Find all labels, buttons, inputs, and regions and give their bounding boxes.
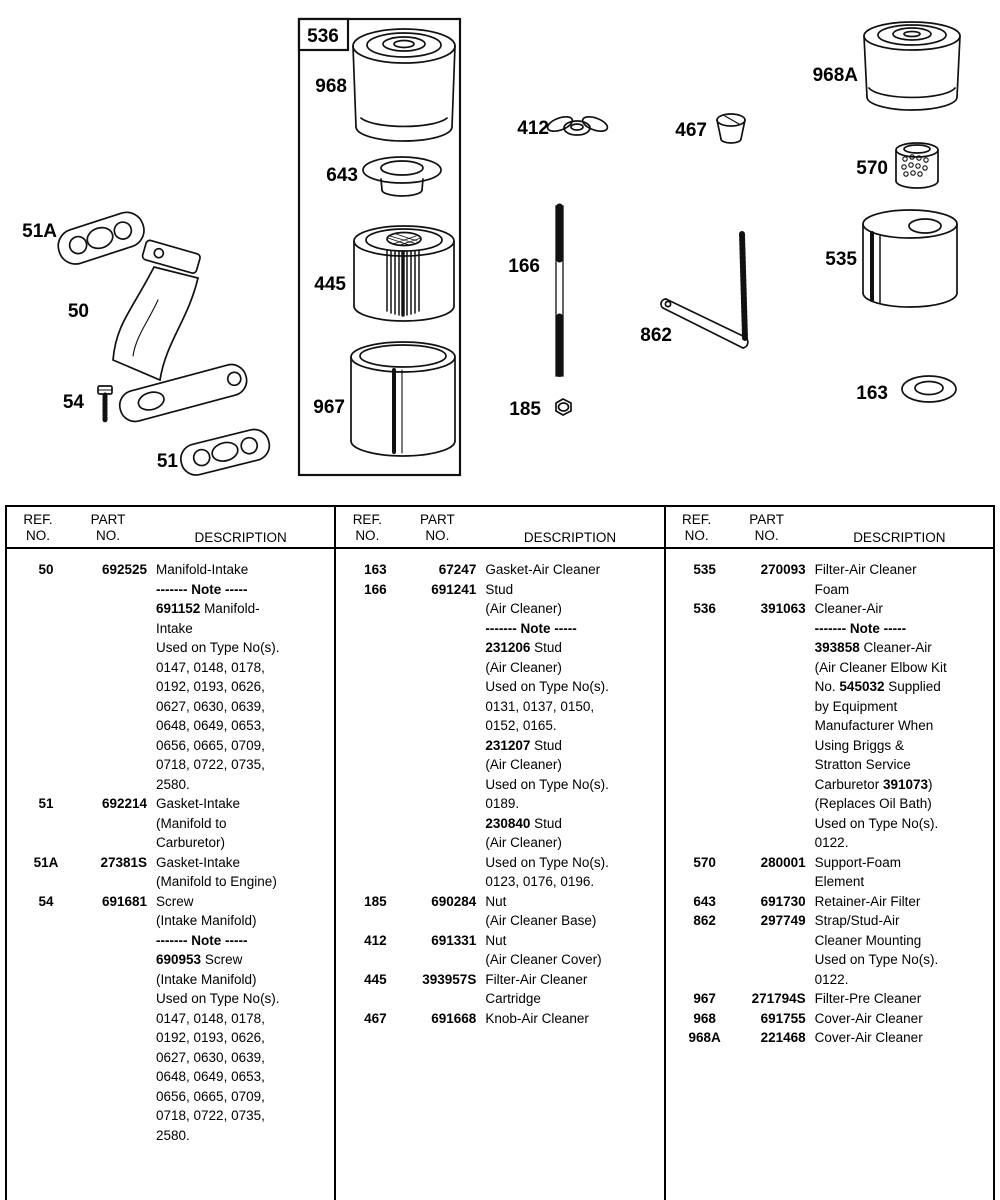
- table-row: [336, 931, 663, 970]
- part-467-knob: [717, 114, 745, 143]
- ref-no: 412: [364, 932, 387, 948]
- description: Screw (Intake Manifold) ------- Note ----- 690953 Screw (Intake Manifold) Used on Type No(s). 0147, 0148, 0178, 0192, 0193, 0626, 0627, 0630, 0639, 0648, 0649, 0653, 0656, 0665, 0709, 0718, 0722, 0735, 2580.: [156, 893, 280, 1143]
- column-body: [7, 549, 334, 1200]
- part-label-570: 570: [856, 158, 888, 179]
- description: Gasket-Air Cleaner: [485, 562, 601, 577]
- part-50-intake-manifold: [113, 239, 250, 424]
- part-no: 221468: [760, 1030, 806, 1045]
- ref-no: 967: [693, 991, 716, 1006]
- part-no: 297749: [760, 913, 806, 928]
- description-header: DESCRIPTION: [523, 530, 617, 545]
- ref-no-header: REF. NO.: [23, 512, 53, 543]
- part-label-467: 467: [675, 120, 707, 141]
- description: Manifold-Intake ------- Note ----- 691152 Manifold- Intake Used on Type No(s). 0147, 0148, 0178, 0192, 0193, 0626, 0627, 0630, 0639, 0648, 0649, 0653, 0656, 0665, 0709, 0718, 0722, 0735, 2580.: [156, 562, 280, 792]
- part-label-968A: 968A: [812, 65, 858, 86]
- part-862-strap-stud: [661, 234, 748, 348]
- part-no-header: PART NO.: [749, 512, 785, 543]
- part-no: 691681: [101, 893, 147, 909]
- part-no: 391063: [760, 601, 806, 616]
- table-row: [336, 970, 663, 1009]
- column-header: [336, 507, 663, 549]
- table-row: [336, 1009, 663, 1029]
- part-163-gasket: [902, 376, 956, 402]
- description: Stud (Air Cleaner) ------- Note ----- 231206 Stud (Air Cleaner) Used on Type No(s). 0131, 0137, 0150, 0152, 0165. 231207 Stud (Air Cleaner) Used on Type No(s). 0189. 230840 Stud (Air Cleaner) Used on Type No(s). 0123, 0176, 0196.: [485, 581, 609, 889]
- parts-column-2: [334, 507, 663, 1200]
- part-no: 691755: [760, 1010, 806, 1026]
- description: Gasket-Intake (Manifold to Engine): [156, 854, 277, 889]
- table-row: [336, 580, 663, 892]
- ref-no: 643: [693, 893, 716, 909]
- description: Filter-Air Cleaner Cartridge: [485, 971, 588, 1006]
- table-row: [7, 853, 334, 892]
- part-51-gasket: [178, 426, 273, 478]
- table-row: [666, 1028, 993, 1048]
- table-row: [666, 599, 993, 853]
- part-no: 67247: [438, 562, 477, 577]
- pleat-lines: [387, 250, 419, 315]
- description: Retainer-Air Filter: [814, 893, 921, 909]
- ref-no-header: REF. NO.: [352, 512, 382, 543]
- part-label-862: 862: [640, 325, 672, 346]
- ref-no: 163: [364, 562, 387, 577]
- description-header: DESCRIPTION: [194, 530, 287, 545]
- part-no: 271794S: [751, 991, 806, 1006]
- parts-column-1: [7, 507, 334, 1200]
- part-643-retainer: [363, 157, 441, 196]
- table-row: [7, 892, 334, 1146]
- table-row: [336, 560, 663, 580]
- part-label-412: 412: [517, 118, 549, 139]
- description: Cleaner-Air ------- Note ----- 393858 Cleaner-Air (Air Cleaner Elbow Kit No. 545032 Supplied by Equipment Manufacturer When Using Briggs & Stratton Service Carburetor 391073) (Replaces Oil Bath) Used on Type No(s). 0122.: [814, 601, 947, 850]
- part-54-screw: [98, 386, 112, 420]
- ref-no: 50: [38, 562, 54, 577]
- description: Gasket-Intake (Manifold to Carburetor): [156, 796, 241, 850]
- ref-no: 51: [38, 796, 54, 811]
- part-166-stud: [556, 206, 563, 376]
- ref-no: 166: [364, 581, 387, 597]
- column-body: [336, 549, 663, 1200]
- part-label-445: 445: [314, 274, 346, 295]
- part-label-50: 50: [67, 301, 89, 322]
- ref-no: 862: [693, 913, 716, 928]
- ref-no: 536: [693, 601, 716, 616]
- ref-no: 968: [693, 1010, 716, 1026]
- description: Nut (Air Cleaner Cover): [485, 932, 602, 967]
- part-968-cover: [353, 29, 455, 141]
- part-label-51A: 51A: [22, 221, 57, 242]
- part-label-51: 51: [156, 451, 178, 472]
- part-label-643: 643: [326, 165, 358, 186]
- part-no: 280001: [760, 854, 806, 870]
- table-row: [666, 892, 993, 912]
- part-no: 692525: [101, 562, 147, 577]
- table-row: [666, 911, 993, 989]
- part-no: 27381S: [100, 854, 147, 870]
- part-967-pre-cleaner: [351, 342, 455, 456]
- part-570-support-foam: [896, 143, 938, 188]
- part-no-header: PART NO.: [419, 512, 455, 543]
- column-header: [666, 507, 993, 549]
- part-412-wing-nut: [546, 114, 610, 135]
- table-row: [666, 989, 993, 1009]
- part-label-968: 968: [315, 76, 347, 97]
- part-label-185: 185: [509, 399, 541, 420]
- ref-no: 467: [364, 1010, 387, 1026]
- part-label-535: 535: [825, 249, 857, 270]
- parts-table: [5, 505, 995, 1200]
- description: Strap/Stud-Air Cleaner Mounting Used on Type No(s). 0122.: [814, 913, 939, 987]
- part-no: 691241: [431, 581, 477, 597]
- ref-no-header: REF. NO.: [682, 512, 712, 543]
- description: Cover-Air Cleaner: [814, 1030, 923, 1045]
- part-535-foam-filter: [863, 210, 957, 307]
- column-header: [7, 507, 334, 549]
- table-row: [666, 1009, 993, 1029]
- part-no: 691331: [431, 932, 477, 948]
- description-header: DESCRIPTION: [853, 530, 946, 545]
- part-label-967: 967: [313, 397, 345, 418]
- column-body: [666, 549, 993, 1200]
- part-no: 270093: [760, 562, 806, 577]
- part-no: 691668: [431, 1010, 477, 1026]
- ref-no: 185: [364, 893, 387, 909]
- part-445-filter-cartridge: [354, 226, 454, 321]
- description: Knob-Air Cleaner: [485, 1010, 589, 1026]
- part-no: 393957S: [422, 971, 477, 987]
- ref-no: 535: [693, 562, 716, 577]
- part-label-536: 536: [307, 26, 339, 47]
- ref-no: 51A: [33, 854, 59, 870]
- table-row: [7, 560, 334, 794]
- part-label-166: 166: [508, 256, 540, 277]
- part-968A-cover: [864, 22, 960, 110]
- part-label-163: 163: [856, 383, 888, 404]
- part-51A-gasket: [54, 208, 149, 268]
- table-row: [336, 892, 663, 931]
- description: Nut (Air Cleaner Base): [485, 893, 597, 928]
- table-row: [666, 853, 993, 892]
- part-label-54: 54: [62, 392, 84, 413]
- part-185-nut: [556, 399, 571, 415]
- ref-no: 445: [364, 971, 387, 987]
- description: Cover-Air Cleaner: [814, 1010, 923, 1026]
- part-no: 690284: [431, 893, 477, 909]
- exploded-parts-diagram: [0, 0, 1000, 503]
- table-row: [7, 794, 334, 853]
- ref-no: 570: [693, 854, 716, 870]
- description: Filter-Pre Cleaner: [814, 991, 922, 1006]
- description: Filter-Air Cleaner Foam: [814, 562, 917, 597]
- ref-no: 54: [38, 893, 54, 909]
- part-no-header: PART NO.: [90, 512, 126, 543]
- ref-no: 968A: [688, 1030, 721, 1045]
- parts-column-3: [664, 507, 993, 1200]
- part-no: 692214: [101, 796, 147, 811]
- description: Support-Foam Element: [814, 854, 901, 889]
- table-row: [666, 560, 993, 599]
- part-no: 691730: [760, 893, 806, 909]
